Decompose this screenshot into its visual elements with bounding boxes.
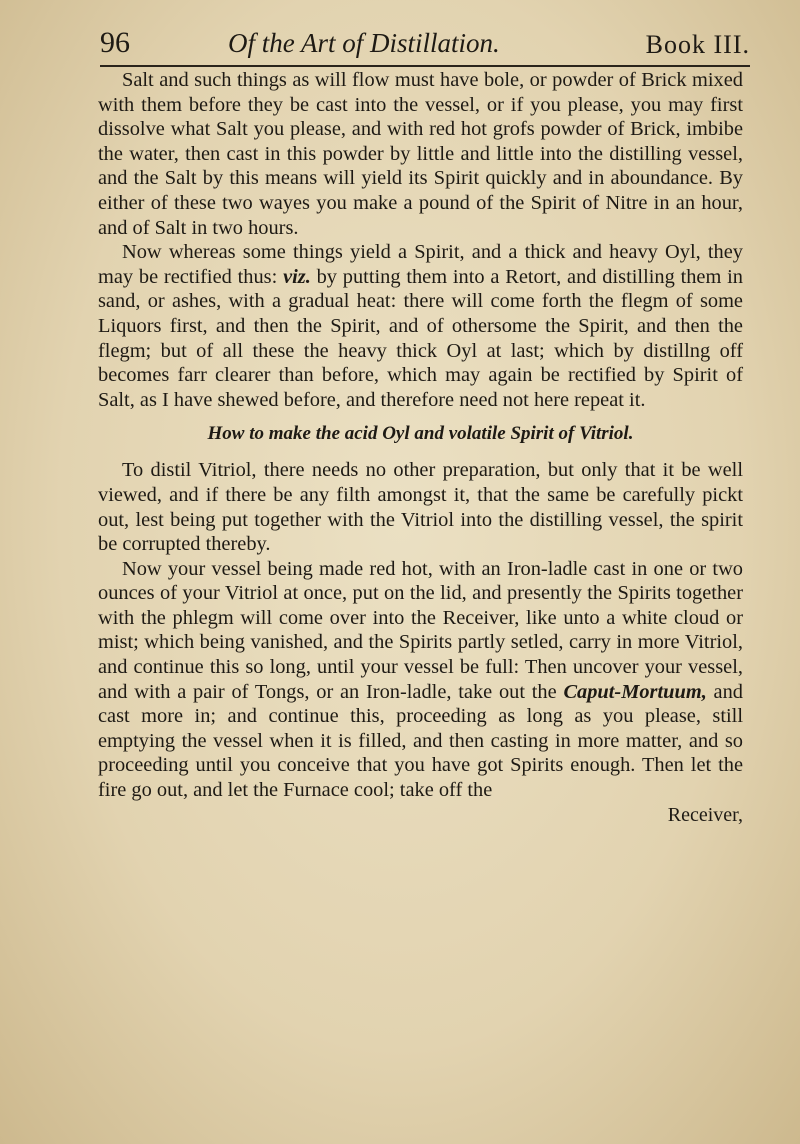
header-rule: [100, 65, 750, 67]
book-label: Book III.: [645, 30, 750, 59]
paragraph-vessel: [98, 557, 743, 803]
viz-abbrev: viz.: [283, 265, 311, 288]
running-title: Of the Art of Distillation.: [228, 28, 500, 58]
rectify-text-b: by putting them into a Retort, and distilling them in sand, or ashes, with a gradual heat: there will come forth the flegm of some Liquors first, and then the Spirit, and of othersome the Spirit, and then the flegm; but of all these the heavy thick Oyl at last; which by distillng off becomes farr clearer than before, which may again be rectified by Spirit of Salt, as I have shewed before, and therefore need not here repeat it.: [98, 265, 743, 411]
vessel-text-a: Now your vessel being made red hot, with an Iron-ladle cast in one or two ounces of your Vitriol at once, put on the lid, and presently the Spirits together with the phlegm will come over into the Receiver, like unto a white cloud or mist; which being vanished, and the Spirits partly setled, carry in more Vitriol, and continue this so long, until your vessel be full: Then uncover your vessel, and with a pair of Tongs, or an Iron-ladle, take out the: [98, 557, 743, 703]
catchword: Receiver,: [667, 803, 743, 826]
page-body: [98, 68, 743, 827]
paragraph-rectify: [98, 240, 743, 412]
page-header: [100, 22, 750, 66]
paragraph-vitriol: To distil Vitriol, there needs no other preparation, but only that it be well viewed, and if there be any filth amongst it, that the same be carefully pickt out, lest being put together with the Vitriol into the distilling vessel, the spirit be corrupted thereby.: [98, 459, 743, 556]
vessel-text-b: and cast more in; and continue this, proceeding as long as you please, still emptying the vessel when it is filled, and then casting in more matter, and so proceeding until you conceive that you have got Spirits enough. Then let the fire go out, and let the Furnace cool; take off the: [98, 680, 743, 802]
caput-mortuum: Caput-Mortuum,: [563, 680, 707, 703]
rectify-text-a: Now whereas some things yield a Spirit, and a thick and heavy Oyl, they may be rectified thus:: [98, 241, 743, 288]
paragraph-salt: Salt and such things as will flow must have bole, or powder of Brick mixed with them before they be cast into the vessel, or if you please, you may first dissolve what Salt you please, and with red hot grofs powder of Brick, imbibe the water, then cast in this powder by little and little into the distilling vessel, and the Salt by this means will yield its Spirit quickly and in aboundance. By either of these two wayes you make a pound of the Spirit of Nitre in an hour, and of Salt in two hours.: [98, 69, 743, 239]
page-number: 96: [100, 26, 130, 59]
section-heading: How to make the acid Oyl and volatile Spirit of Vitriol.: [207, 423, 634, 445]
